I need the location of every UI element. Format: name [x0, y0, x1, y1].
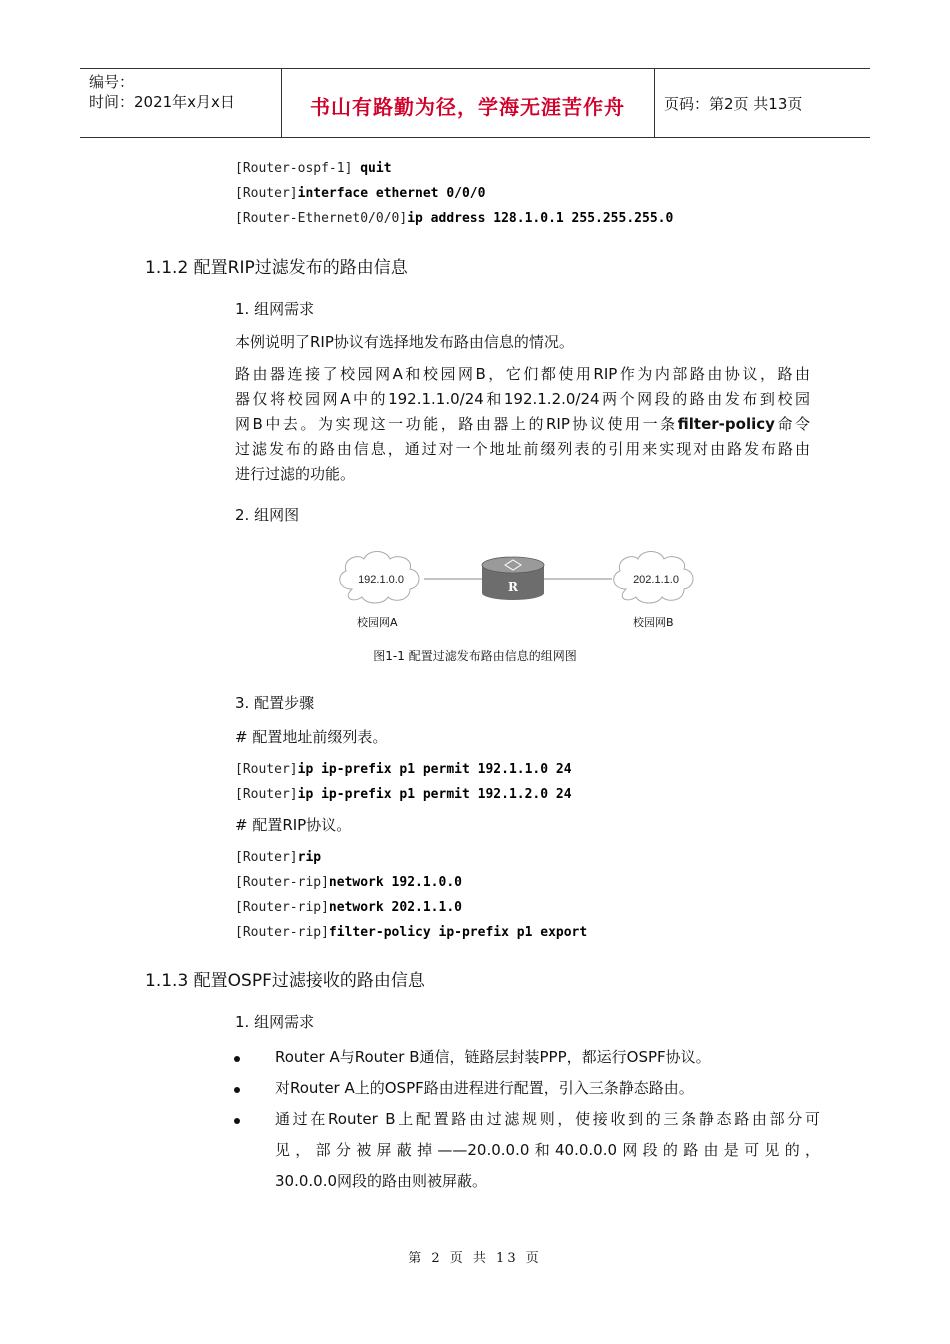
subsection-heading: 3. 配置步骤: [235, 694, 315, 712]
code-command: rip: [297, 850, 322, 865]
bullet-item-line: 通过在Router B上配置路由过滤规则，使接收到的三条静态路由部分可: [275, 1110, 820, 1128]
code-prompt: [Router]: [235, 186, 298, 201]
code-line: [235, 850, 321, 865]
code-line: [235, 186, 485, 201]
code-command: interface ethernet 0/0/0: [297, 186, 486, 201]
code-prompt: [Router-rip]: [235, 900, 329, 915]
code-prompt: [Router]: [235, 787, 298, 802]
code-line: [235, 787, 572, 802]
subsection-heading: 1. 组网需求: [235, 300, 315, 318]
router-icon: [482, 557, 544, 600]
code-command: ip ip-prefix p1 permit 192.1.1.0 24: [297, 762, 572, 777]
page-header: [80, 68, 870, 138]
paragraph-line: 过滤发布的路由信息，通过对一个地址前缀列表的引用来实现对由路发布路由: [235, 440, 810, 458]
paragraph: 本例说明了RIP协议有选择地发布路由信息的情况。: [235, 333, 574, 351]
header-motto: 书山有路勤为径，学海无涯苦作舟: [310, 95, 625, 119]
code-prompt: [Router-rip]: [235, 925, 329, 940]
code-line: [235, 211, 673, 226]
cloud-a-label: 192.1.0.0: [358, 574, 404, 586]
header-meta-cell: [80, 69, 282, 137]
code-prompt: [Router-Ethernet0/0/0]: [235, 211, 408, 226]
number-label: 编号：: [89, 73, 135, 91]
bullet-item: Router A与Router B通信，链路层封装PPP，都运行OSPF协议。: [275, 1048, 711, 1066]
step-text: # 配置RIP协议。: [235, 816, 352, 834]
paragraph-text: 命令: [774, 415, 810, 433]
code-command: quit: [360, 161, 392, 176]
section-heading: 1.1.2 配置RIP过滤发布的路由信息: [145, 258, 408, 278]
code-line: [235, 875, 462, 890]
bullet-item: 对Router A上的OSPF路由进程进行配置，引入三条静态路由。: [275, 1079, 694, 1097]
code-command: ip address 128.1.0.1 255.255.255.0: [407, 211, 674, 226]
inline-command: filter-policy: [677, 415, 775, 433]
time-label: 时间：2021年x月x日: [89, 93, 235, 111]
paragraph-line: 器仅将校园网A中的192.1.1.0/24和192.1.2.0/24两个网段的路由发布到校园: [235, 390, 810, 408]
code-line: [235, 900, 462, 915]
bullet-icon: [234, 1087, 240, 1093]
code-prompt: [Router]: [235, 762, 298, 777]
paragraph-line: 路由器连接了校园网A和校园网B，它们都使用RIP作为内部路由协议，路由: [235, 365, 810, 383]
code-command: filter-policy ip-prefix p1 export: [328, 925, 588, 940]
header-motto-cell: [281, 69, 655, 137]
step-text: # 配置地址前缀列表。: [235, 728, 388, 746]
code-command: network 202.1.1.0: [328, 900, 462, 915]
code-prompt: [Router]: [235, 850, 298, 865]
network-a-label: 校园网A: [357, 616, 398, 629]
subsection-heading: 2. 组网图: [235, 506, 300, 524]
bullet-icon: [234, 1118, 240, 1124]
code-prompt: [Router-rip]: [235, 875, 329, 890]
bullet-item-line: 见，部分被屏蔽掉——20.0.0.0和40.0.0.0网段的路由是可见的，: [275, 1141, 820, 1159]
paragraph-text: 网B中去。为实现这一功能，路由器上的RIP协议使用一条: [235, 415, 678, 433]
page-number-label: 页码：第2页 共13页: [664, 95, 803, 113]
code-line: [235, 161, 392, 176]
router-letter: R: [508, 580, 518, 594]
code-command: network 192.1.0.0: [328, 875, 462, 890]
paragraph-line: [235, 412, 810, 437]
bullet-item-line: 30.0.0.0网段的路由则被屏蔽。: [275, 1172, 488, 1190]
code-prompt: [Router-ospf-1]: [235, 161, 361, 176]
header-page-cell: [655, 69, 870, 137]
subsection-heading: 1. 组网需求: [235, 1013, 315, 1031]
network-diagram: [330, 545, 720, 615]
code-line: [235, 925, 587, 940]
code-line: [235, 762, 572, 777]
cloud-b-label: 202.1.1.0: [633, 574, 679, 586]
figure-caption: 图1-1 配置过滤发布路由信息的组网图: [373, 649, 577, 663]
bullet-icon: [234, 1056, 240, 1062]
section-heading: 1.1.3 配置OSPF过滤接收的路由信息: [145, 971, 425, 991]
paragraph-line: 进行过滤的功能。: [235, 465, 356, 483]
page-footer: 第 2 页 共 13 页: [408, 1251, 542, 1266]
network-b-label: 校园网B: [633, 616, 674, 629]
code-command: ip ip-prefix p1 permit 192.1.2.0 24: [297, 787, 572, 802]
